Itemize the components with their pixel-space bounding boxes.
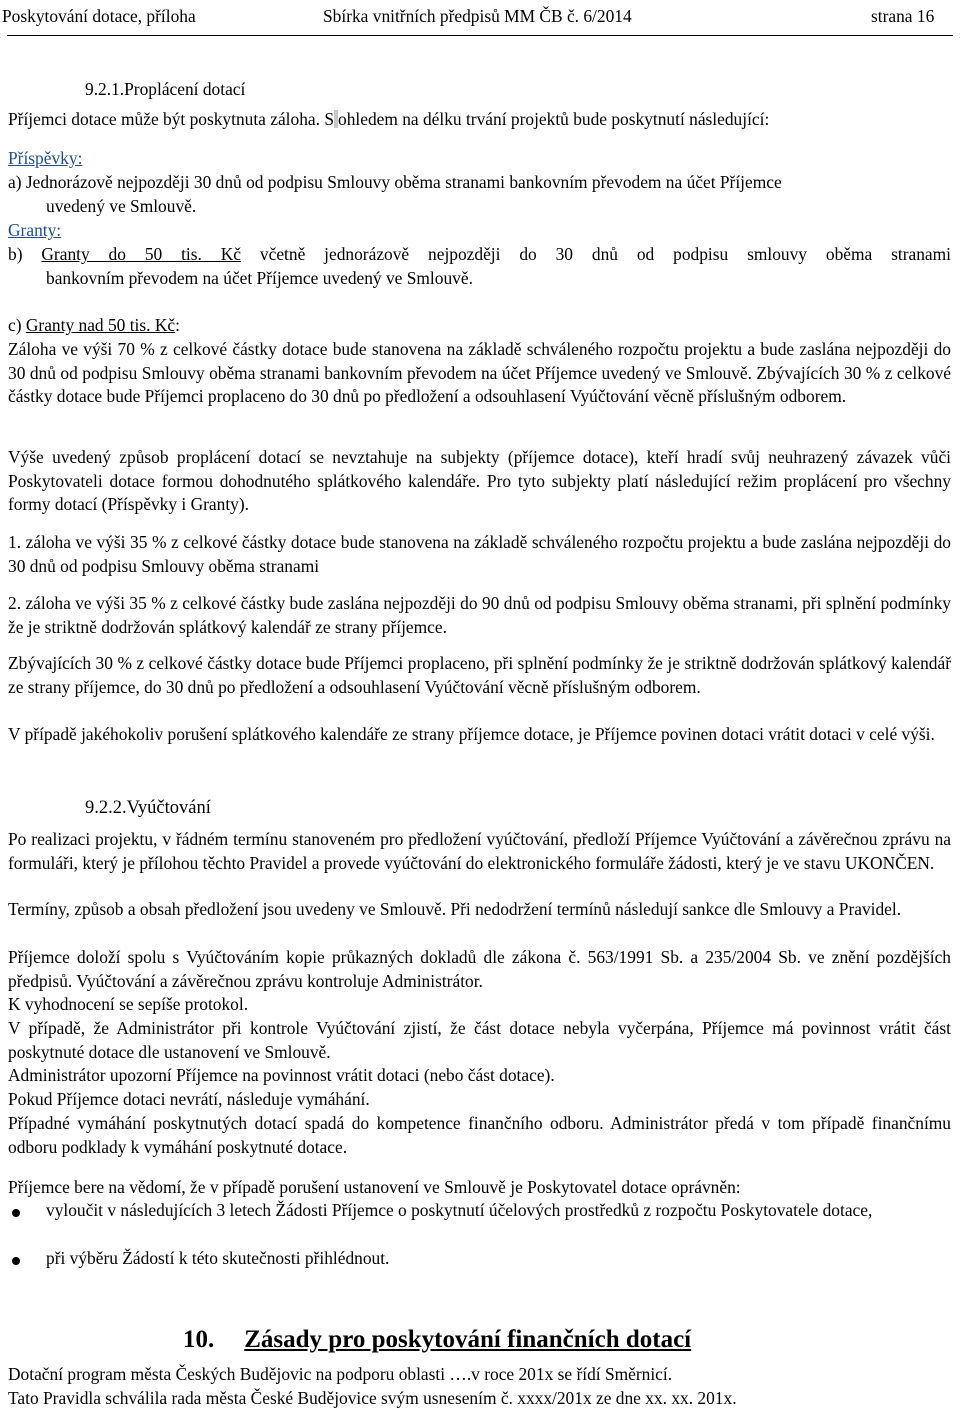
footer-line-2: Tato Pravidla schválila rada města České Budějovice svým usnesením č. xxxx/201x ze dne xx. xx. 201x. <box>8 1388 737 1408</box>
item-a-line2: uvedený ve Smlouvě. <box>46 196 197 216</box>
sanction-bullet-2: při výběru Žádostí k této skutečnosti přihlédnout. <box>46 1248 390 1268</box>
section-number: 9.2.2. <box>85 798 127 818</box>
section-number: 9.2.1. <box>85 79 125 99</box>
item-a-line1: a) Jednorázově nejpozději 30 dnů od podpisu Smlouvy oběma stranami bankovním převodem na účet Příjemce <box>8 172 782 192</box>
item-b-line2: bankovním převodem na účet Příjemce uvedený ve Smlouvě. <box>46 268 473 288</box>
intro-paragraph: Příjemci dotace může být poskytnuta záloha. S ohledem na délku trvání projektů bude poskytnutí následující: <box>8 109 770 129</box>
section-9-2-2-heading <box>85 797 211 820</box>
header-left: Poskytování dotace, příloha <box>2 6 196 26</box>
advance-1-paragraph: 1. záloha ve výši 35 % z celkové částky dotace bude stanovena na základě schváleného rozpočtu projektu a bude zaslána nejpozději do 30 dnů od podpisu Smlouvy oběma stranami <box>8 532 951 576</box>
footer-line-1: Dotační program města Českých Budějovic na podporu oblasti ….v roce 201x se řídí Směrnicí. <box>8 1364 673 1384</box>
zaloha-paragraph: Záloha ve výši 70 % z celkové částky dotace bude stanovena na základě schváleného rozpočtu projektu a bude zaslána nejpozději do 30 dnů od podpisu Smlouvy oběma stranami bankovním převodem na účet Příjemce uvedený ve Smlouvě. Zbývajících 30 % z celkové částky dotace bude Příjemci proplaceno do 30 dnů po předložení a odsouhlasení Vyúčtování věcně příslušným odborem. <box>8 339 951 406</box>
vyuctovani-paragraph-7: Pokud Příjemce dotaci nevrátí, následuje vymáhání. <box>8 1089 370 1109</box>
vyuctovani-paragraph-3: Příjemce doloží spolu s Vyúčtováním kopie průkazných dokladů dle zákona č. 563/1991 Sb. a 235/2004 Sb. ve znění pozdějších předpisů. Vyúčtování a závěrečnou zprávu kontroluje Administrátor. <box>8 947 951 991</box>
bullet-icon <box>12 1257 20 1265</box>
chapter-title: Zásady pro poskytování finančních dotací <box>244 1326 692 1353</box>
item-c: c) Granty nad 50 tis. Kč: <box>8 315 180 335</box>
chapter-10-heading <box>183 1325 691 1355</box>
chapter-number: 10. <box>183 1326 215 1353</box>
vyuctovani-paragraph-1: Po realizaci projektu, v řádném termínu stanoveném pro předložení vyúčtování, předloží Příjemce Vyúčtování a závěrečnou zprávu na formuláři, který je přílohou těchto Pravidel a provede vyúčtování do elektronického formuláře žádosti, který je ve stavu UKONČEN. <box>8 829 951 873</box>
advance-2-paragraph: 2. záloha ve výši 35 % z celkové částky bude zaslána nejpozději do 90 dnů od podpisu Smlouvy oběma stranami, při splnění podmínky že je striktně dodržován splátkový kalendář ze strany příjemce. <box>8 593 951 637</box>
sanction-bullet-1: vyloučit v následujících 3 letech Žádosti Příjemce o poskytnutí účelových prostředků z rozpočtu Poskytovatele dotace, <box>46 1200 873 1220</box>
granty-label: Granty: <box>8 220 62 240</box>
violation-paragraph: V případě jakéhokoliv porušení splátkového kalendáře ze strany příjemce dotace, je Příjemce povinen dotaci vrátit dotaci v celé výši. <box>8 724 935 744</box>
header-page-number: strana 16 <box>871 6 935 26</box>
remaining-30-paragraph: Zbývajících 30 % z celkové částky dotace bude Příjemci proplaceno, při splnění podmínky že je striktně dodržován splátkový kalendář ze strany příjemce, do 30 dnů po předložení a odsouhlasení Vyúčtování věcně příslušným odborem. <box>8 653 951 697</box>
header-center: Sbírka vnitřních předpisů MM ČB č. 6/2014 <box>323 6 632 26</box>
section-title: Proplácení dotací <box>124 79 246 99</box>
vyuctovani-paragraph-2: Termíny, způsob a obsah předložení jsou uvedeny ve Smlouvě. Při nedodržení termínů následují sankce dle Smlouvy a Pravidel. <box>8 899 902 919</box>
sanctions-intro: Příjemce bere na vědomí, že v případě porušení ustanovení ve Smlouvě je Poskytovatel dotace oprávněn: <box>8 1177 741 1197</box>
section-title: Vyúčtování <box>126 798 211 818</box>
header-rule <box>7 35 953 36</box>
vyuctovani-paragraph-4: K vyhodnocení se sepíše protokol. <box>8 994 249 1014</box>
bullet-icon <box>12 1209 20 1217</box>
vyuctovani-paragraph-8: Případné vymáhání poskytnutých dotací spadá do kompetence finančního odboru. Administrátor předá v tom případě finančnímu odboru podklady k vymáhání poskytnuté dotace. <box>8 1113 951 1157</box>
vyuctovani-paragraph-5: V případě, že Administrátor při kontrole Vyúčtování zjistí, že část dotace nebyla vyčerpána, Příjemce má povinnost vrátit část poskytnuté dotace dle ustanovení ve Smlouvě. <box>8 1018 951 1062</box>
vyuctovani-paragraph-6: Administrátor upozorní Příjemce na povinnost vrátit dotaci (nebo část dotace). <box>8 1065 555 1085</box>
item-b-line1: b) Granty do 50 tis. Kč včetně jednorázově nejpozději do 30 dnů od podpisu smlouvy oběma stranami <box>8 244 951 264</box>
section-9-2-1-heading <box>85 78 245 101</box>
exception-paragraph: Výše uvedený způsob proplácení dotací se nevztahuje na subjekty (příjemce dotace), kteří hradí svůj neuhrazený závazek vůči Poskytovateli dotace formou dohodnutého splátkového kalendáře. Pro tyto subjekty platí následující režim proplácení pro všechny formy dotací (Příspěvky i Granty). <box>8 447 951 514</box>
prispevky-label: Příspěvky: <box>8 148 83 168</box>
